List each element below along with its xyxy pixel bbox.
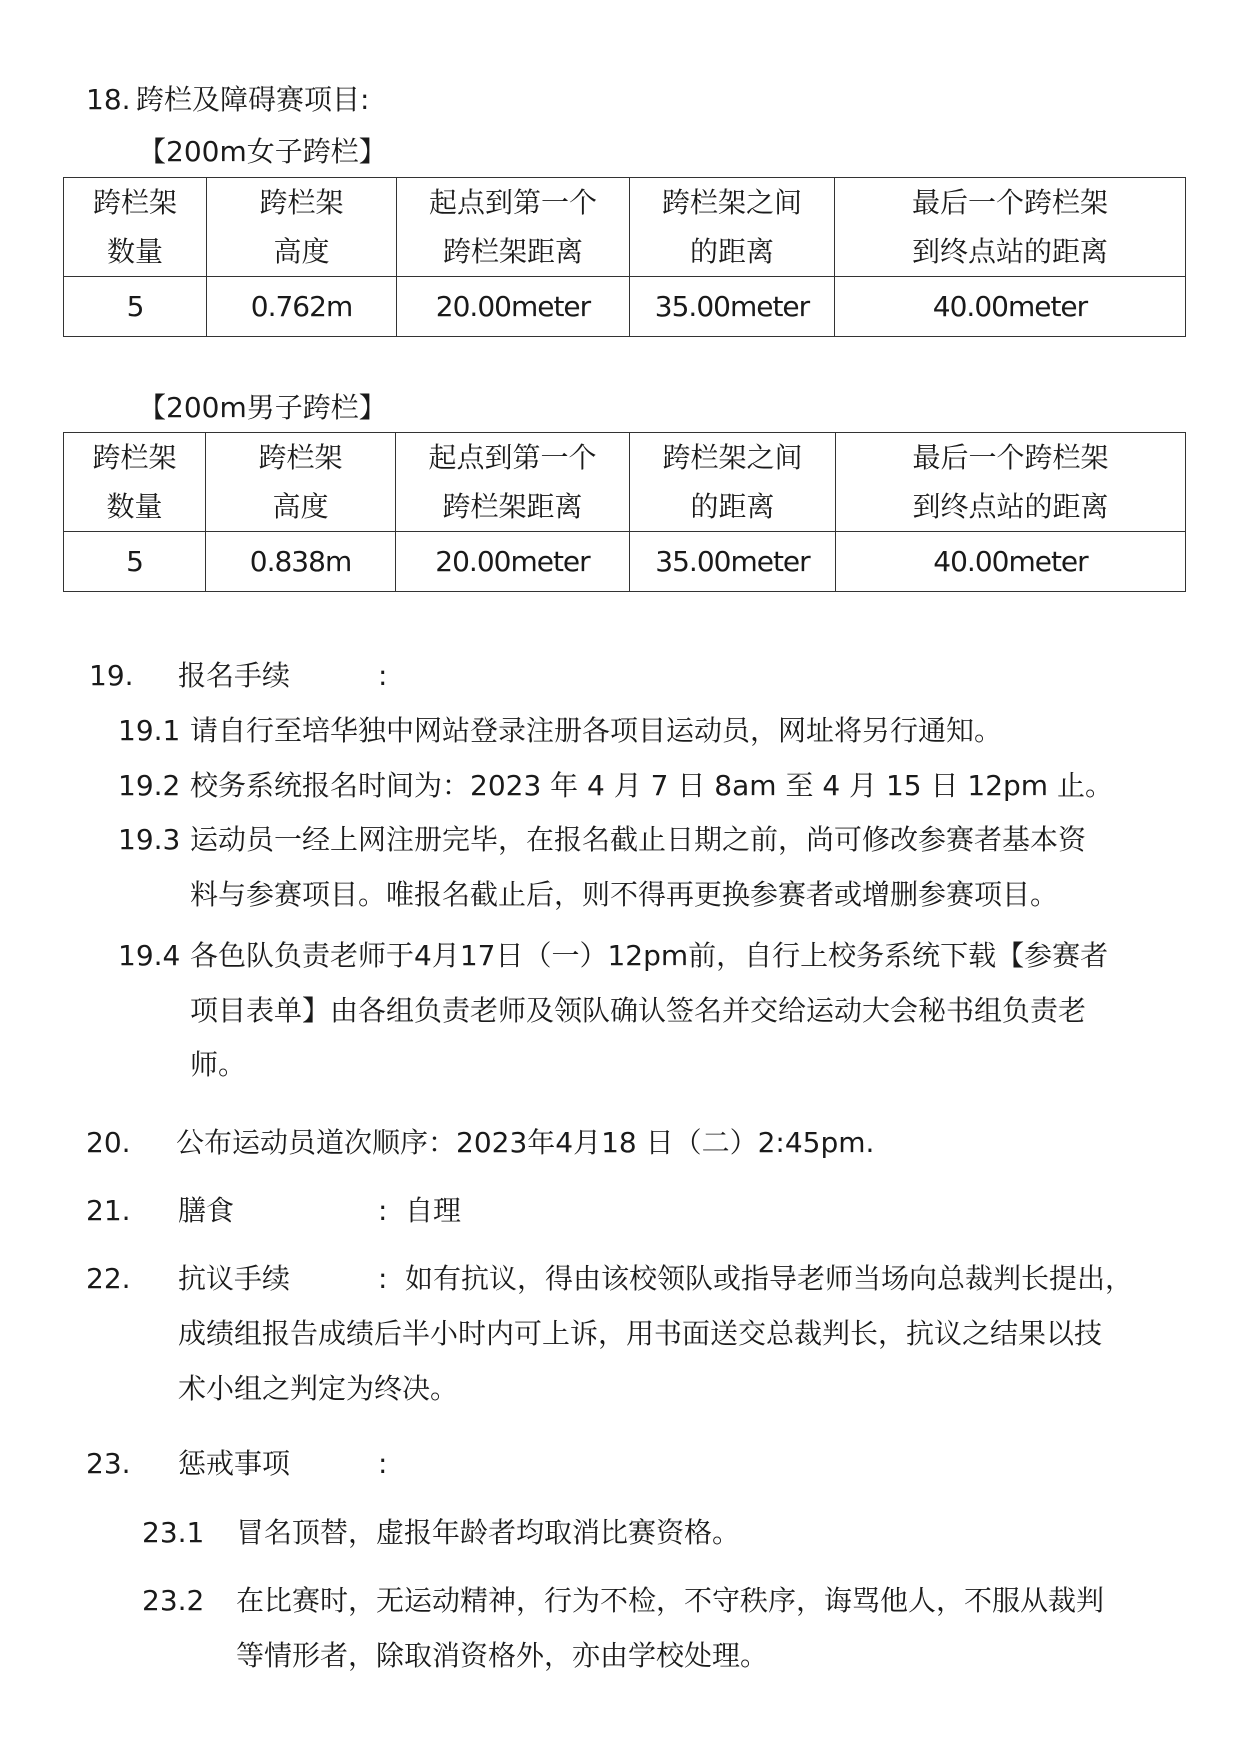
section-20-number: 20. [86,1126,131,1159]
item-19-1-text: 请自行至培华独中网站登录注册各项目运动员，网址将另行通知。 [190,714,1003,747]
item-19-3-text-line-1: 运动员一经上网注册完毕，在报名截止日期之前，尚可修改参赛者基本资 [190,823,1087,856]
table-caption-men: 【200m男子跨栏】 [138,391,387,424]
section-19-colon: : [378,659,388,692]
item-19-4-number: 19.4 [118,939,181,972]
section-22-colon: : [378,1262,388,1295]
item-19-4-text-line-1: 各色队负责老师于4月17日（一）12pm前，自行上校务系统下载【参赛者 [190,939,1109,972]
section-18-number: 18. [86,83,131,116]
item-23-2-text-line-1: 在比赛时，无运动精神，行为不检，不守秩序，诲骂他人，不服从裁判 [236,1584,1105,1617]
section-21-title: 膳食 [178,1194,235,1227]
section-21-number: 21. [86,1194,131,1227]
table-header-row [64,178,1186,277]
section-22-text-line-2: 成绩组报告成绩后半小时内可上诉，用书面送交总裁判长，抗议之结果以技 [178,1317,1103,1350]
header-between-distance: 跨栏架之间 的距离 [630,178,835,277]
value-hurdle-count: 5 [64,532,206,592]
value-between-distance: 35.00meter [630,277,835,337]
value-hurdle-height: 0.762m [207,277,397,337]
item-19-2-number: 19.2 [118,769,181,802]
header-hurdle-count: 跨栏架 数量 [64,433,206,532]
header-finish-distance: 最后一个跨栏架 到终点站的距离 [836,433,1186,532]
header-hurdle-count: 跨栏架 数量 [64,178,207,277]
header-finish-distance: 最后一个跨栏架 到终点站的距离 [835,178,1186,277]
hurdle-table-men [63,432,1186,592]
section-19-number: 19. [89,659,134,692]
header-hurdle-height: 跨栏架 高度 [207,178,397,277]
value-start-distance: 20.00meter [396,532,630,592]
item-19-4-text-line-3: 师。 [190,1048,247,1081]
item-19-3-text-line-2: 料与参赛项目。唯报名截止后，则不得再更换参赛者或增删参赛项目。 [190,878,1059,911]
header-hurdle-height: 跨栏架 高度 [206,433,396,532]
item-23-2-text-line-2: 等情形者，除取消资格外，亦由学校处理。 [236,1639,769,1672]
header-start-distance: 起点到第一个 跨栏架距离 [396,433,630,532]
section-22-text-line-1: 如有抗议，得由该校领队或指导老师当场向总裁判长提出， [405,1262,1134,1295]
item-23-1-number: 23.1 [142,1516,205,1549]
section-21-text: 自理 [405,1194,462,1227]
item-19-1-number: 19.1 [118,714,181,747]
section-22-title: 抗议手续 [178,1262,291,1295]
value-between-distance: 35.00meter [630,532,836,592]
item-19-4-text-line-2: 项目表单】由各组负责老师及领队确认签名并交给运动大会秘书组负责老 [190,994,1087,1027]
hurdle-table-women [63,177,1186,337]
value-hurdle-count: 5 [64,277,207,337]
section-20-text: 公布运动员道次顺序：2023年4月18 日（二）2:45pm. [176,1126,875,1159]
item-23-2-number: 23.2 [142,1584,205,1617]
item-23-1-text: 冒名顶替，虚报年龄者均取消比赛资格。 [236,1516,741,1549]
section-19-title: 报名手续 [178,659,291,692]
section-21-colon: : [378,1194,388,1227]
header-start-distance: 起点到第一个 跨栏架距离 [397,178,630,277]
section-23-colon: : [378,1447,388,1480]
table-row [64,277,1186,337]
value-start-distance: 20.00meter [397,277,630,337]
section-22-text-line-3: 术小组之判定为终决。 [178,1372,459,1405]
table-row [64,532,1186,592]
section-18-title: 跨栏及障碍赛项目: [136,83,370,116]
item-19-3-number: 19.3 [118,823,181,856]
header-between-distance: 跨栏架之间 的距离 [630,433,836,532]
value-finish-distance: 40.00meter [835,277,1186,337]
value-hurdle-height: 0.838m [206,532,396,592]
section-23-number: 23. [86,1447,131,1480]
section-23-title: 惩戒事项 [178,1447,291,1480]
table-caption-women: 【200m女子跨栏】 [138,135,387,168]
value-finish-distance: 40.00meter [836,532,1186,592]
item-19-2-text: 校务系统报名时间为：2023 年 4 月 7 日 8am 至 4 月 15 日 12pm 止。 [190,769,1113,802]
table-header-row [64,433,1186,532]
section-22-number: 22. [86,1262,131,1295]
